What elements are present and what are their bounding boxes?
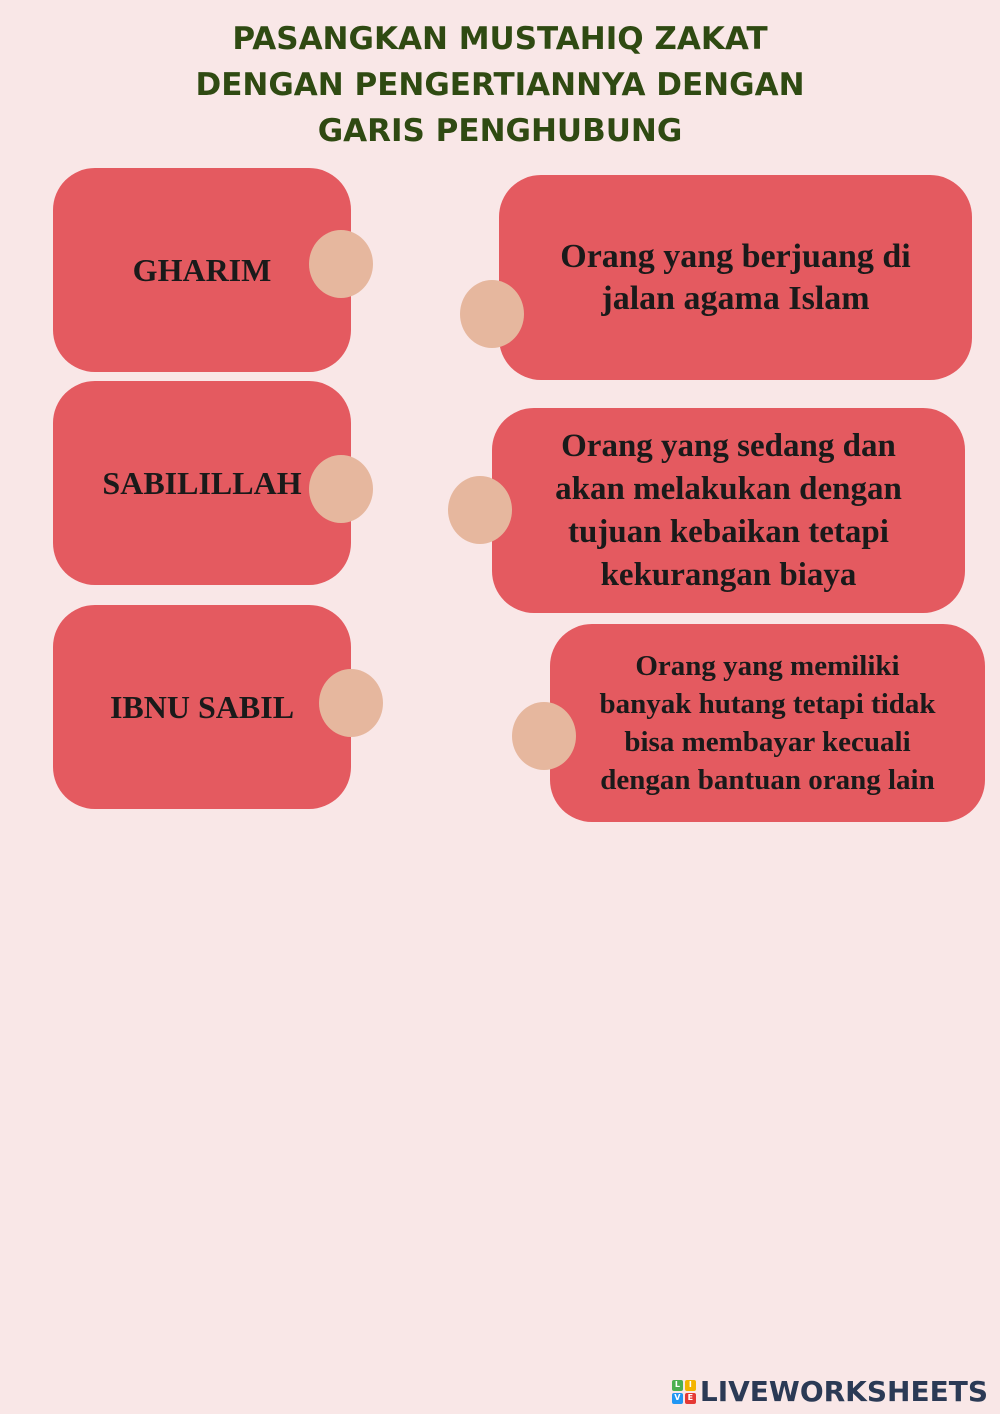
term-label: SABILILLAH <box>102 464 302 501</box>
title-line-3: GARIS PENGHUBUNG <box>317 113 683 149</box>
term-label: GHARIM <box>132 251 272 288</box>
definition-line: banyak hutang tetapi tidak <box>599 688 936 720</box>
connector-dot-definition-2[interactable] <box>448 476 512 544</box>
definition-line: Orang yang berjuang di <box>560 237 911 275</box>
worksheet-title <box>0 16 1000 154</box>
logo-letter: L <box>672 1380 683 1391</box>
liveworksheets-logo-icon <box>672 1380 696 1404</box>
definition-line: bisa membayar kecuali <box>624 726 911 758</box>
term-label: IBNU SABIL <box>109 688 295 725</box>
definition-line: akan melakukan dengan <box>555 470 902 507</box>
definition-card-1 <box>499 175 972 380</box>
term-card-sabilillah <box>53 381 351 585</box>
title-line-1: PASANGKAN MUSTAHIQ ZAKAT <box>232 21 768 57</box>
term-card-gharim <box>53 168 351 372</box>
definition-line: dengan bantuan orang lain <box>600 764 935 796</box>
connector-dot-ibnu-sabil[interactable] <box>319 669 383 737</box>
definition-line: Orang yang memiliki <box>635 650 900 682</box>
term-card-ibnu-sabil <box>53 605 351 809</box>
definition-card-3 <box>550 624 985 822</box>
logo-letter: V <box>672 1393 683 1404</box>
definition-line: tujuan kebaikan tetapi <box>568 513 889 550</box>
connector-dot-gharim[interactable] <box>309 230 373 298</box>
definition-card-2 <box>492 408 965 613</box>
definition-line: jalan agama Islam <box>601 279 870 317</box>
logo-letter: E <box>685 1393 696 1404</box>
title-line-2: DENGAN PENGERTIANNYA DENGAN <box>195 67 805 103</box>
connector-dot-definition-1[interactable] <box>460 280 524 348</box>
connector-dot-sabilillah[interactable] <box>309 455 373 523</box>
definition-line: kekurangan biaya <box>600 556 857 593</box>
brand-name: LIVEWORKSHEETS <box>699 1375 988 1408</box>
definition-line: Orang yang sedang dan <box>561 427 896 464</box>
logo-letter: I <box>685 1380 696 1391</box>
liveworksheets-footer <box>672 1375 988 1408</box>
connector-dot-definition-3[interactable] <box>512 702 576 770</box>
